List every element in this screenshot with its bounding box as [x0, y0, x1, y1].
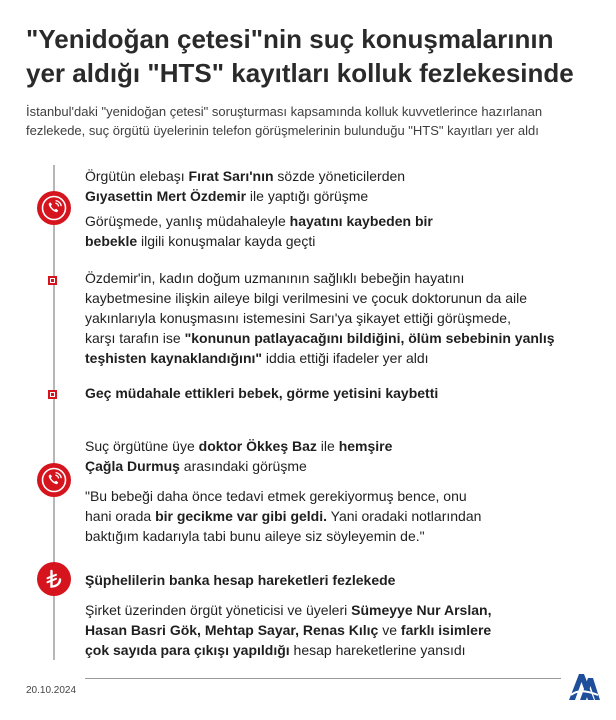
phone-icon: [37, 463, 71, 497]
section-2-paragraph: [85, 268, 605, 368]
subtitle: [26, 102, 601, 140]
section-5-head-line: [85, 570, 605, 590]
section-1-line-2: [85, 186, 605, 206]
bold-span: hemşire: [338, 438, 393, 454]
text-span: karşı tarafın ise: [85, 330, 185, 346]
section-1-para-line-1: [85, 211, 605, 231]
section-4-line-2: [85, 456, 605, 476]
text-span: Şirket üzerinden örgüt yöneticisi ve üyeleri: [85, 602, 352, 618]
section-1-heading: [85, 166, 605, 206]
bold-span: Çağla Durmuş: [85, 458, 180, 474]
turkish-lira-icon: [37, 562, 71, 596]
text-span: ile: [316, 438, 339, 454]
bold-span: bir gecikme var gibi geldi.: [155, 508, 328, 524]
section-4-heading: [85, 436, 605, 476]
quote-line-3: baktığım kadarıyla tabi bunu aileye siz söyleyemin de.": [85, 528, 425, 544]
text-span: ilgili konuşmalar kayda geçti: [137, 233, 316, 249]
text-span: Örgütün elebaşı: [85, 168, 189, 184]
text-span: Görüşmede, yanlış müdahaleyle: [85, 213, 290, 229]
section-3-heading: [85, 383, 605, 403]
bold-span: Geç müdahale ettikleri bebek, görme yetisini kaybetti: [85, 385, 439, 401]
subtitle-line-2: fezlekede, suç örgütü üyelerinin telefon görüşmelerinin bulunduğu "HTS" kayıtları yer aldı: [26, 123, 539, 138]
bold-span: bebekle: [85, 233, 138, 249]
footer-divider: [85, 678, 561, 679]
bold-span: Hasan Basri Gök, Mehtap Sayar, Renas Kılıç: [85, 622, 379, 638]
subtitle-line-1: İstanbul'daki "yenidoğan çetesi" soruşturması kapsamında kolluk kuvvetlerince hazırlanan: [26, 104, 543, 119]
bold-span: hayatını kaybeden bir: [289, 213, 433, 229]
text-span: iddia ettiği ifadeler yer aldı: [262, 350, 429, 366]
section-2-line-5: [85, 348, 605, 368]
bold-span: Sümeyye Nur Arslan,: [351, 602, 492, 618]
section-5-line-1: [85, 600, 605, 620]
section-2-line-2: kaybetmesine ilişkin aileye bilgi verilmesini ve çocuk doktorunun da aile: [85, 290, 527, 306]
bold-span: teşhisten kaynaklandığını": [85, 350, 263, 366]
bold-span: Fırat Sarı'nın: [188, 168, 274, 184]
section-2-line-1: Özdemir'in, kadın doğum uzmanının sağlıklı bebeğin hayatını: [85, 270, 465, 286]
phone-icon: [37, 191, 71, 225]
section-5-paragraph: [85, 600, 605, 660]
text-span: hesap hareketlerine yansıdı: [289, 642, 466, 658]
publish-date: 20.10.2024: [26, 685, 77, 696]
section-5-line-3: [85, 640, 605, 660]
quote-line-2: [85, 506, 605, 526]
quote-line-1: "Bu bebeği daha önce tedavi etmek gerekiyormuş bence, onu: [85, 488, 467, 504]
section-2-line-3: yakınlarıyla konuşmasını istemesini Sarı'ya şikayet ettiği görüşmede,: [85, 310, 511, 326]
text-span: Suç örgütüne üye: [85, 438, 199, 454]
section-5-heading: [85, 570, 605, 590]
bold-span: "konunun patlayacağını bildiğini, ölüm sebebinin yanlış: [184, 330, 555, 346]
bold-span: Gıyasettin Mert Özdemir: [85, 188, 247, 204]
bold-span: Şüphelilerin banka hesap hareketleri fezlekede: [85, 572, 396, 588]
bullet-marker: [48, 276, 57, 285]
aa-logo: [567, 668, 601, 702]
section-5-line-2: [85, 620, 605, 640]
bold-span: çok sayıda para çıkışı yapıldığı: [85, 642, 290, 658]
text-span: ile yaptığı görüşme: [246, 188, 369, 204]
section-1-paragraph: [85, 211, 605, 251]
text-span: hani orada: [85, 508, 156, 524]
bullet-marker: [48, 390, 57, 399]
bold-span: doktor Ökkeş Baz: [198, 438, 317, 454]
text-span: Yani oradaki notlarından: [327, 508, 482, 524]
section-2-line-4: [85, 328, 605, 348]
title-line-1: "Yenidoğan çetesi"nin suç konuşmalarının: [26, 24, 554, 54]
text-span: sözde yöneticilerden: [273, 168, 406, 184]
section-1-line-1: [85, 166, 605, 186]
text-span: ve: [378, 622, 401, 638]
page-title: [26, 22, 596, 90]
section-3-line-1: [85, 383, 605, 403]
section-4-quote: [85, 486, 605, 546]
text-span: arasındaki görüşme: [179, 458, 307, 474]
title-line-2: yer aldığı "HTS" kayıtları kolluk fezlekesinde: [26, 58, 574, 88]
section-4-line-1: [85, 436, 605, 456]
bold-span: farklı isimlere: [400, 622, 492, 638]
section-1-para-line-2: [85, 231, 605, 251]
